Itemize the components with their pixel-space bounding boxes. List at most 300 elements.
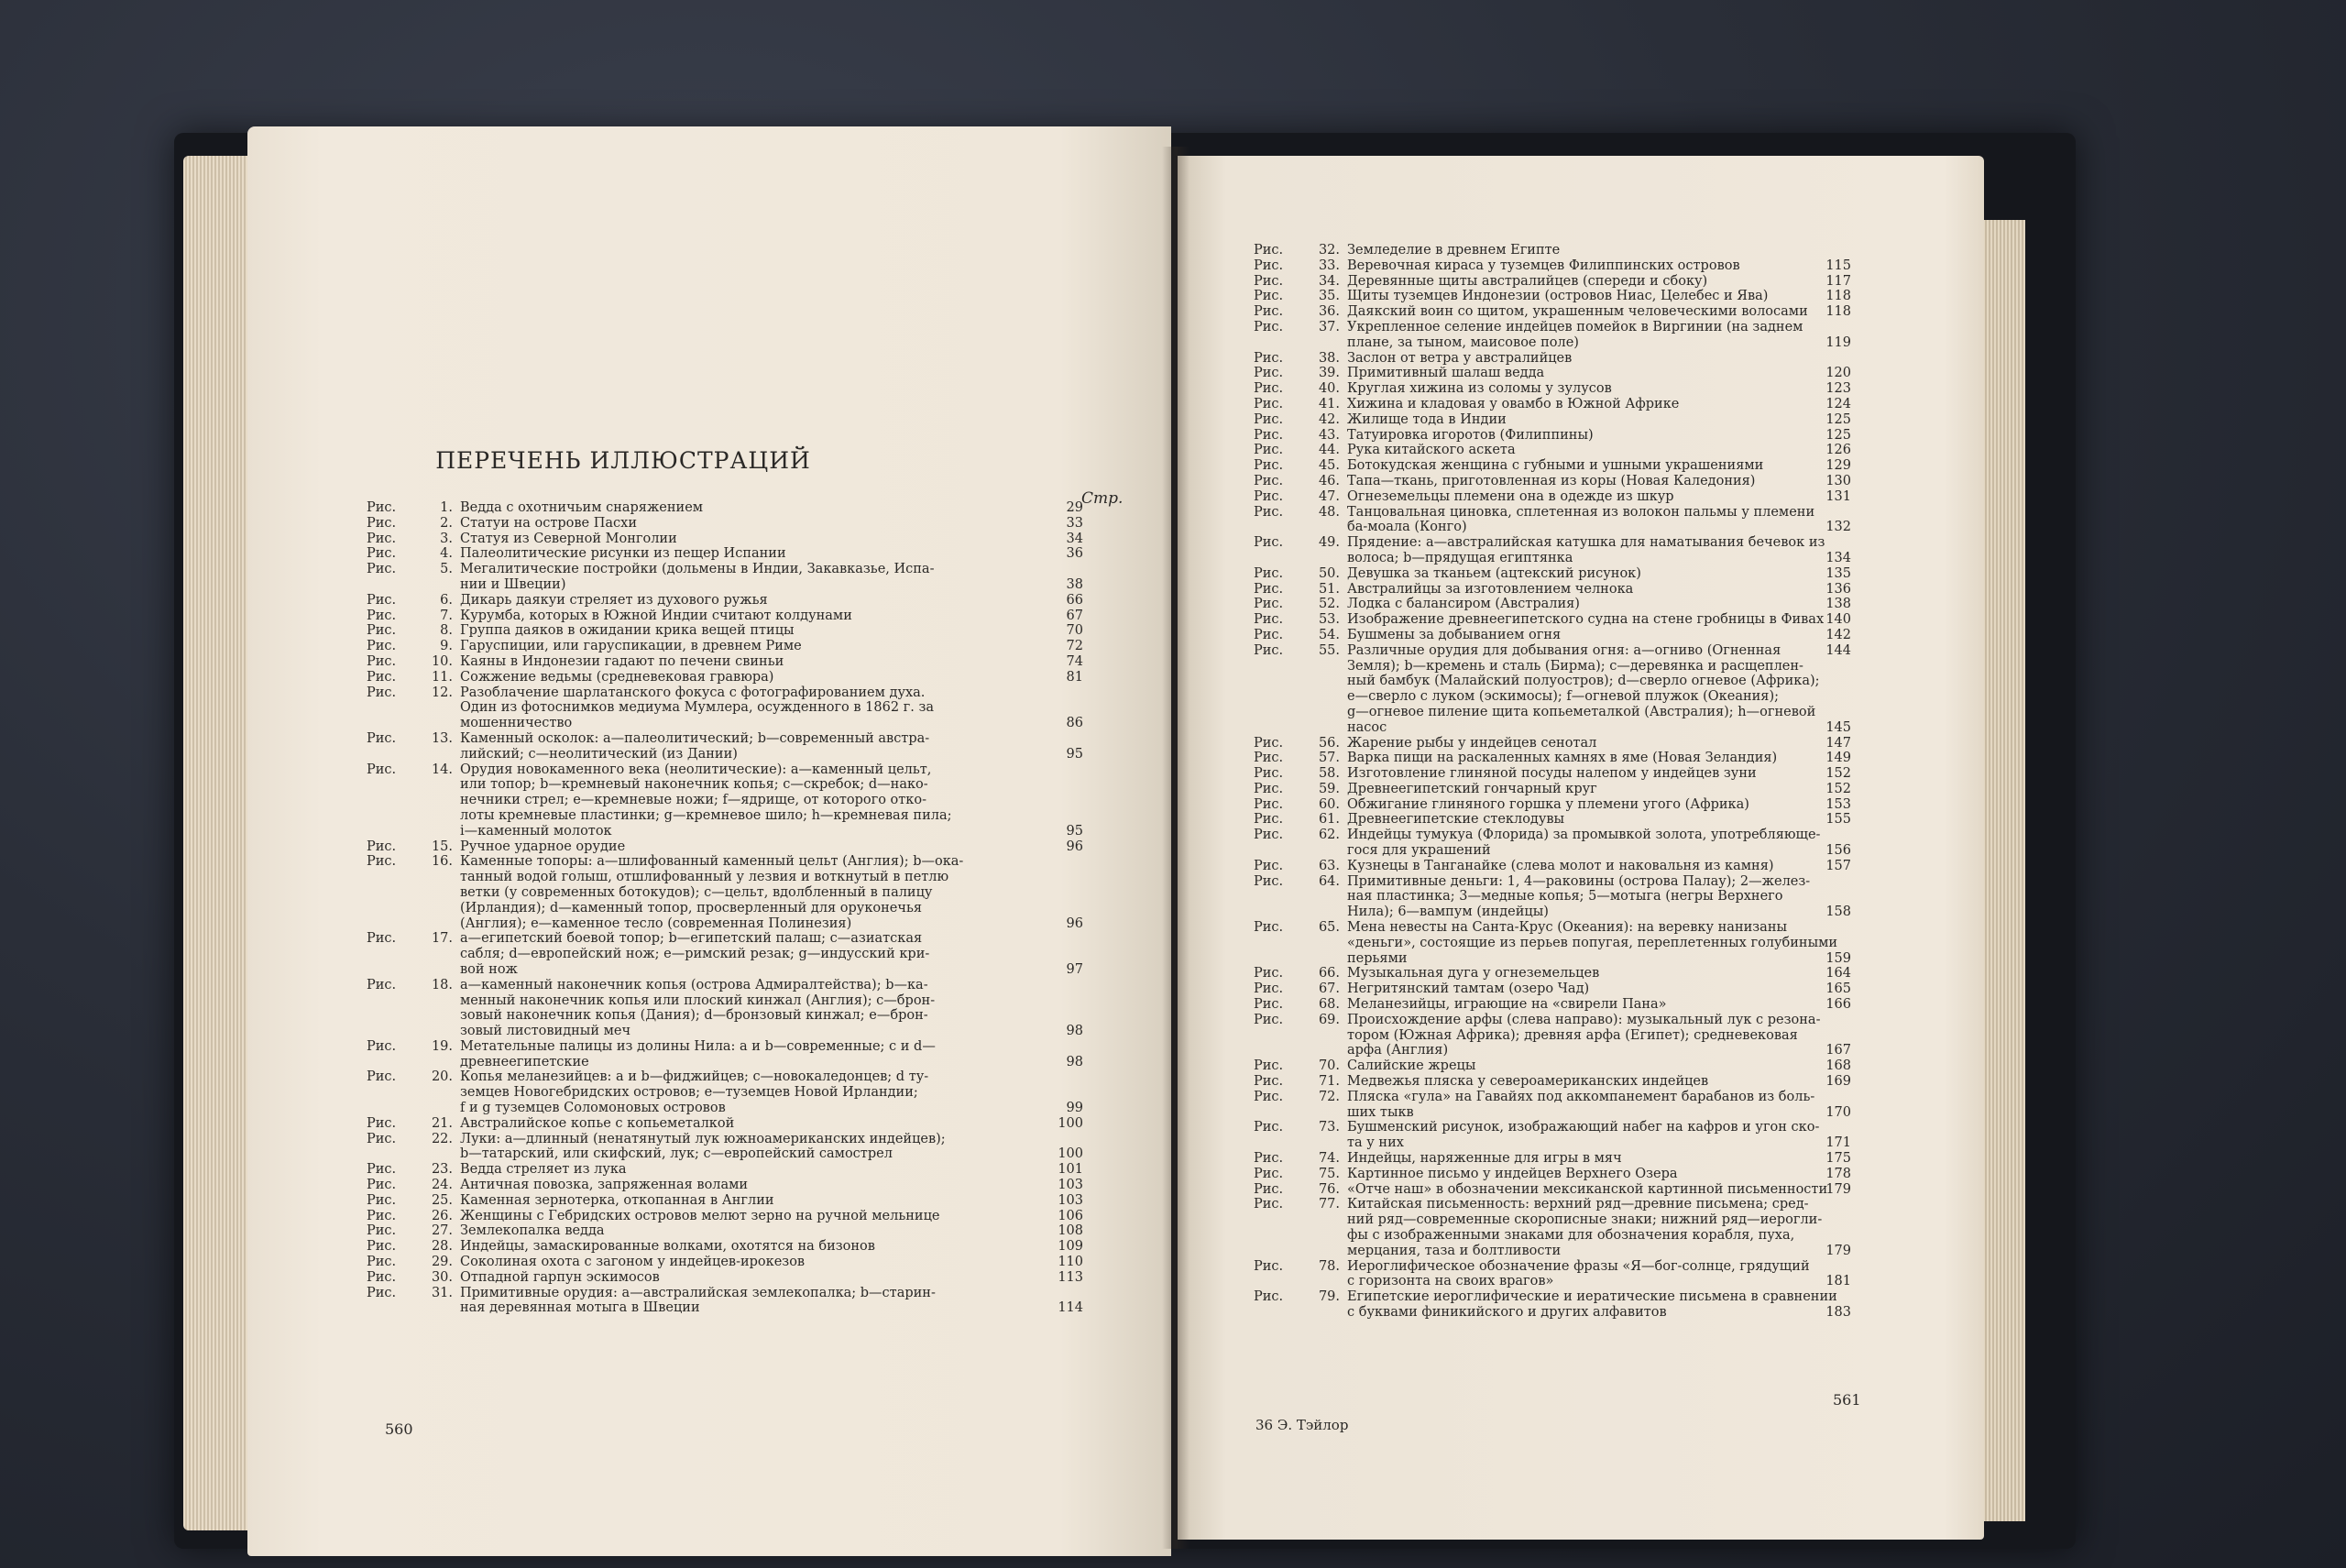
figure-number: 38. [1318,350,1340,366]
figure-caption: Происхождение арфы (слева направо): музыкальный лук с резона- [1347,1012,1821,1027]
figure-number: 72. [1318,1089,1340,1104]
figure-number: 14. [431,762,453,777]
figure-page: 96 [1066,916,1083,931]
list-item [367,516,1091,532]
figure-number: 56. [1318,735,1340,751]
list-item [367,1239,1091,1255]
list-item [1254,1244,1858,1259]
figure-page: 152 [1825,781,1851,796]
list-item [1254,1043,1858,1058]
list-item [1254,551,1858,566]
figure-label: Рис. [1254,920,1284,936]
figure-label: Рис. [1254,858,1284,873]
list-item [1254,489,1858,505]
list-item [1254,628,1858,643]
figure-caption: Каменный осколок: a—палеолитический; b—современный австра- [460,730,930,746]
list-item [367,654,1091,670]
figure-caption: Индейцы тумукуа (Флорида) за промывкой золота, употребляюще- [1347,828,1821,843]
figure-caption: Веревочная кираса у туземцев Филиппинских островов [1347,258,1740,273]
list-item [367,962,1091,978]
figure-number: 8. [440,623,453,639]
figure-page: 183 [1825,1304,1851,1320]
list-item [1254,1090,1858,1105]
figure-number: 10. [431,653,453,669]
list-item [1254,905,1858,920]
figure-caption: мерцания, таза и болтливости [1347,1243,1562,1258]
figure-label: Рис. [1254,766,1284,782]
list-item [1254,1289,1858,1305]
figure-caption: Варка пищи на раскаленных камнях в яме (Новая Зеландия) [1347,751,1778,766]
figure-page: 81 [1066,669,1083,685]
figure-number: 15. [431,839,453,854]
figure-caption: Огнеземельцы племени она в одежде из шкур [1347,488,1674,504]
figure-number: 28. [431,1239,453,1255]
list-item [367,885,1091,901]
list-item [367,546,1091,562]
figure-caption: Жарение рыбы у индейцев сенотал [1347,735,1597,751]
figure-caption: Ботокудская женщина с губными и ушными украшениями [1347,458,1764,474]
figure-caption: Древнеегипетские стеклодувы [1347,812,1565,828]
figure-page: 130 [1825,473,1851,488]
list-item [1254,659,1858,674]
figure-caption: вой нож [460,961,518,977]
figure-caption: Сожжение ведьмы (средневековая гравюра) [460,669,774,685]
figure-caption: Копья меланезийцев: a и b—фиджийцев; c—новокаледонцев; d ту- [460,1069,929,1085]
figure-number: 36. [1318,304,1340,320]
figure-caption: Курумба, которых в Южной Индии считают колдунами [460,608,852,623]
figure-label: Рис. [367,1285,397,1300]
figure-caption: a—египетский боевой топор; b—египетский палаш; c—азиатская [460,931,923,947]
figure-page: 123 [1825,381,1851,397]
figure-page: 131 [1825,488,1851,504]
figure-number: 71. [1318,1074,1340,1090]
figure-label: Рис. [367,1239,397,1255]
figure-label: Рис. [1254,1258,1284,1274]
figure-number: 75. [1318,1166,1340,1181]
figure-page: 34 [1066,531,1083,546]
figure-page: 132 [1825,520,1851,535]
list-item [367,623,1091,639]
figure-page: 134 [1825,550,1851,565]
figure-label: Рис. [1254,873,1284,889]
figure-page: 99 [1066,1101,1083,1116]
list-item [1254,920,1858,936]
list-item [1254,428,1858,444]
figure-page: 168 [1825,1058,1851,1074]
figure-number: 49. [1318,535,1340,551]
list-item [367,1101,1091,1116]
figure-number: 24. [431,1178,453,1193]
signature-mark: 36 Э. Тэйлор [1255,1417,1349,1433]
figure-caption: арфа (Англия) [1347,1043,1449,1058]
list-item [367,1132,1091,1147]
figure-page: 33 [1066,515,1083,531]
figure-label: Рис. [1254,796,1284,812]
figure-number: 61. [1318,812,1340,828]
figure-caption: с горизонта на своих врагов» [1347,1274,1554,1289]
figure-caption: Метательные палицы из долины Нила: a и b—современные; c и d— [460,1038,936,1054]
list-item [367,916,1091,932]
figure-label: Рис. [367,562,397,577]
figure-page: 157 [1825,858,1851,873]
list-item [1254,412,1858,428]
list-item [367,808,1091,824]
figure-page: 135 [1825,565,1851,581]
figure-page: 166 [1825,997,1851,1013]
figure-number: 25. [431,1192,453,1208]
figure-number: 67. [1318,981,1340,997]
figure-caption: ная деревянная мотыга в Швеции [460,1300,700,1316]
figure-label: Рис. [367,531,397,546]
list-item [367,824,1091,839]
figure-label: Рис. [1254,273,1284,289]
figure-caption: Китайская письменность: верхний ряд—древние письмена; сред- [1347,1197,1809,1212]
list-item [1254,1028,1858,1044]
figure-caption: Иероглифическое обозначение фразы «Я—бог-солнце, грядущий [1347,1258,1810,1274]
list-item [367,1223,1091,1239]
figure-caption: лийский; c—неолитический (из Дании) [460,746,738,762]
figure-number: 62. [1318,828,1340,843]
figure-caption: перьями [1347,950,1408,966]
figure-caption: Один из фотоснимков медиума Мумлера, осужденного в 1862 г. за [460,700,935,716]
list-item [367,1286,1091,1301]
figure-caption: или топор; b—кремневый наконечник копья; c—скребок; d—нако- [460,777,928,793]
figure-caption: Ведда стреляет из лука [460,1162,627,1178]
figure-label: Рис. [1254,1289,1284,1305]
figure-caption: ный бамбук (Малайский полуостров); d—сверло огневое (Африка); [1347,674,1820,689]
figure-number: 46. [1318,473,1340,488]
figure-number: 55. [1318,642,1340,658]
figure-number: 18. [431,977,453,992]
figure-caption: Заслон от ветра у австралийцев [1347,350,1573,366]
figure-number: 45. [1318,458,1340,474]
list-item [1254,981,1858,997]
list-item [1254,997,1858,1013]
book-gutter [1162,147,1189,1549]
figure-caption: Салийские жрецы [1347,1058,1476,1074]
figure-caption: Орудия новокаменного века (неолитические): a—каменный цельт, [460,762,932,777]
list-item [1254,966,1858,981]
figure-page: 179 [1825,1181,1851,1197]
figure-label: Рис. [1254,1120,1284,1135]
figure-label: Рис. [1254,443,1284,458]
list-item [1254,859,1858,874]
list-item [367,1209,1091,1224]
list-item [367,593,1091,609]
figure-caption: та у них [1347,1135,1404,1151]
figure-label: Рис. [1254,981,1284,997]
figure-number: 7. [440,608,453,623]
figure-label: Рис. [1254,642,1284,658]
figure-caption: g—огневое пиление щита копьеметалкой (Австралия); h—огневой [1347,704,1816,719]
figure-label: Рис. [367,1255,397,1270]
figure-number: 41. [1318,396,1340,411]
figure-page: 100 [1058,1115,1083,1131]
list-item [1254,597,1858,612]
figure-page: 169 [1825,1074,1851,1090]
list-item [1254,582,1858,598]
figure-caption: Картинное письмо у индейцев Верхнего Озера [1347,1166,1678,1181]
figure-page: 101 [1058,1162,1083,1178]
figure-label: Рис. [1254,612,1284,628]
figure-page: 142 [1825,627,1851,642]
figure-page: 138 [1825,597,1851,612]
list-item [367,1024,1091,1039]
figure-page: 38 [1066,576,1083,592]
figure-page: 144 [1825,642,1851,658]
figure-caption: Примитивные деньги: 1, 4—раковины (острова Палау); 2—желез- [1347,873,1811,889]
figure-number: 6. [440,592,453,608]
figure-number: 42. [1318,411,1340,427]
figure-page: 95 [1066,746,1083,762]
figure-number: 43. [1318,427,1340,443]
figure-label: Рис. [1254,504,1284,520]
figure-caption: нечники стрел; e—кремневые ножи; f—ядрище, от которого отко- [460,793,926,808]
list-item [1254,520,1858,535]
figure-caption: Ручное ударное орудие [460,839,626,854]
figure-label: Рис. [367,1131,397,1146]
figure-page: 86 [1066,716,1083,731]
figure-caption: Изображение древнеегипетского судна на стене гробницы в Фивах [1347,612,1825,628]
figure-page: 129 [1825,458,1851,474]
figure-number: 13. [431,730,453,746]
figure-page: 153 [1825,796,1851,812]
figure-number: 5. [440,562,453,577]
figure-caption: Античная повозка, запряженная волами [460,1178,749,1193]
figure-number: 79. [1318,1289,1340,1305]
figure-page: 179 [1825,1243,1851,1258]
figure-number: 3. [440,531,453,546]
figure-caption: Прядение: a—австралийская катушка для наматывания бечевок из [1347,535,1825,551]
figure-page: 170 [1825,1104,1851,1120]
figure-number: 60. [1318,796,1340,812]
figure-caption: нии и Швеции) [460,576,566,592]
figure-caption: тором (Южная Африка); древняя арфа (Египет); средневековая [1347,1027,1798,1043]
list-item [367,931,1091,947]
figure-page: 108 [1058,1223,1083,1239]
figure-page: 140 [1825,612,1851,628]
figure-number: 63. [1318,858,1340,873]
list-item [1254,1182,1858,1198]
figure-page: 95 [1066,823,1083,839]
figure-page: 126 [1825,443,1851,458]
figure-number: 35. [1318,289,1340,304]
figure-caption: земцев Новогебридских островов; e—туземцев Новой Ирландии; [460,1085,918,1101]
figure-caption: Австралийцы за изготовлением челнока [1347,581,1634,597]
figure-label: Рис. [367,730,397,746]
figure-number: 70. [1318,1058,1340,1074]
list-item [1254,874,1858,890]
list-item [367,762,1091,778]
figure-label: Рис. [1254,411,1284,427]
list-item [367,609,1091,624]
right-page-number: 561 [1833,1391,1861,1409]
list-item [1254,474,1858,489]
figure-caption: Статуи на острове Пасхи [460,515,637,531]
list-item [367,700,1091,716]
list-item [367,793,1091,808]
figure-number: 57. [1318,751,1340,766]
figure-label: Рис. [1254,473,1284,488]
figure-caption: ная пластинка; 3—медные копья; 5—мотыга (негры Верхнего [1347,889,1783,905]
figure-caption: танный водой голыш, отшлифованный у лезвия и воткнутый в петлю [460,870,949,885]
list-item [367,562,1091,577]
figure-page: 145 [1825,719,1851,735]
figure-label: Рис. [367,653,397,669]
figure-label: Рис. [1254,581,1284,597]
figure-label: Рис. [1254,1074,1284,1090]
figure-caption: Мена невесты на Санта-Крус (Океания): на веревку нанизаны [1347,920,1788,936]
figure-label: Рис. [1254,1089,1284,1104]
page-edges-left [183,156,257,1530]
list-item [1254,1305,1858,1321]
figure-caption: лоты кремневые пластинки; g—кремневое шило; h—кремневая пила; [460,807,952,823]
figure-page: 117 [1825,273,1851,289]
figure-caption: Меланезийцы, играющие на «свирели Пана» [1347,997,1667,1013]
list-item [1254,381,1858,397]
figure-label: Рис. [367,839,397,854]
list-item [367,1039,1091,1055]
figure-number: 11. [431,669,453,685]
figure-number: 52. [1318,597,1340,612]
figure-page: 136 [1825,581,1851,597]
figure-label: Рис. [367,669,397,685]
list-item [1254,843,1858,859]
figure-page: 156 [1825,843,1851,859]
figure-caption: Тапа—ткань, приготовленная из коры (Новая Каледония) [1347,473,1756,488]
figure-caption: Соколиная охота с загоном у индейцев-ирокезов [460,1255,806,1270]
figure-label: Рис. [1254,427,1284,443]
figure-number: 76. [1318,1181,1340,1197]
figure-caption: (Ирландия); d—каменный топор, просверленный для оруконечья [460,900,922,916]
figure-page: 100 [1058,1146,1083,1162]
figure-page: 118 [1825,289,1851,304]
figure-number: 37. [1318,319,1340,334]
list-item [367,731,1091,747]
figure-label: Рис. [367,1069,397,1085]
figure-label: Рис. [1254,488,1284,504]
figure-page: 114 [1058,1300,1083,1316]
figure-number: 77. [1318,1197,1340,1212]
list-item [367,1008,1091,1024]
figure-caption: Древнеегипетский гончарный круг [1347,781,1597,796]
list-item [1254,1120,1858,1135]
figure-caption: ветки (у современных ботокудов); c—цельт, вдолбленный в палицу [460,884,933,900]
figure-label: Рис. [1254,458,1284,474]
figure-page: 98 [1066,1054,1083,1069]
list-item [367,854,1091,870]
figure-number: 4. [440,546,453,562]
list-item [367,670,1091,685]
figure-caption: Татуировка игоротов (Филиппины) [1347,427,1594,443]
list-item [367,947,1091,962]
illustration-list-right [1254,243,1858,1321]
list-item [1254,335,1858,351]
figure-number: 74. [1318,1151,1340,1167]
figure-label: Рис. [1254,781,1284,796]
figure-number: 12. [431,685,453,700]
list-item [367,978,1091,993]
figure-page: 113 [1058,1269,1083,1285]
list-item [1254,397,1858,412]
list-item [1254,535,1858,551]
figure-label: Рис. [367,1115,397,1131]
figure-number: 33. [1318,258,1340,273]
figure-number: 69. [1318,1012,1340,1027]
figure-caption: плане, за тыном, маисовое поле) [1347,334,1579,350]
figure-page: 155 [1825,812,1851,828]
figure-label: Рис. [1254,1166,1284,1181]
list-item [1254,1274,1858,1289]
list-item [367,1069,1091,1085]
list-item [1254,889,1858,905]
figure-caption: Негритянский тамтам (озеро Чад) [1347,981,1590,997]
list-item [367,1193,1091,1209]
figure-caption: Бушмены за добыванием огня [1347,627,1562,642]
figure-number: 19. [431,1038,453,1054]
figure-caption: Землекопалка ведда [460,1223,605,1239]
figure-label: Рис. [367,977,397,992]
list-item [1254,1259,1858,1275]
figure-caption: Мегалитические постройки (дольмены в Индии, Закавказье, Испа- [460,562,935,577]
figure-number: 40. [1318,381,1340,397]
figure-caption: Жилище тода в Индии [1347,411,1507,427]
figure-page: 36 [1066,546,1083,562]
list-item [1254,674,1858,689]
figure-number: 23. [431,1162,453,1178]
figure-caption: Хижина и кладовая у овамбо в Южной Африке [1347,396,1680,411]
list-item [1254,782,1858,797]
figure-caption: Обжигание глиняного горшка у племени угого (Африка) [1347,796,1749,812]
list-item [367,1146,1091,1162]
figure-label: Рис. [1254,1197,1284,1212]
figure-number: 39. [1318,366,1340,381]
figure-page: 97 [1066,961,1083,977]
figure-label: Рис. [367,1223,397,1239]
figure-label: Рис. [1254,1181,1284,1197]
figure-label: Рис. [367,1192,397,1208]
list-item [1254,443,1858,458]
list-item [1254,320,1858,335]
list-item [367,577,1091,593]
figure-label: Рис. [1254,627,1284,642]
figure-label: Рис. [367,546,397,562]
figure-number: 51. [1318,581,1340,597]
figure-caption: Индейцы, наряженные для игры в мяч [1347,1151,1622,1167]
figure-caption: Луки: a—длинный (ненатянутый лук южноамериканских индейцев); [460,1131,946,1146]
list-item [1254,366,1858,381]
figure-label: Рис. [1254,243,1284,258]
list-item [367,639,1091,654]
figure-number: 47. [1318,488,1340,504]
figure-label: Рис. [1254,735,1284,751]
figure-label: Рис. [367,685,397,700]
list-item [1254,289,1858,304]
figure-page: 165 [1825,981,1851,997]
figure-page: 106 [1058,1208,1083,1223]
figure-caption: Женщины с Гебридских островов мелют зерно на ручной мельнице [460,1208,940,1223]
page-column-label: Стр. [1081,489,1124,508]
figure-caption: Индейцы, замаскированные волками, охотятся на бизонов [460,1239,875,1255]
figure-caption: Щиты туземцев Индонезии (островов Ниас, Целебес и Ява) [1347,289,1769,304]
list-item [1254,1135,1858,1151]
figure-label: Рис. [367,762,397,777]
figure-label: Рис. [1254,396,1284,411]
list-item [1254,1013,1858,1028]
figure-caption: (Англия); e—каменное тесло (современная Полинезия) [460,916,852,931]
figure-page: 98 [1066,1024,1083,1039]
figure-label: Рис. [1254,1058,1284,1074]
